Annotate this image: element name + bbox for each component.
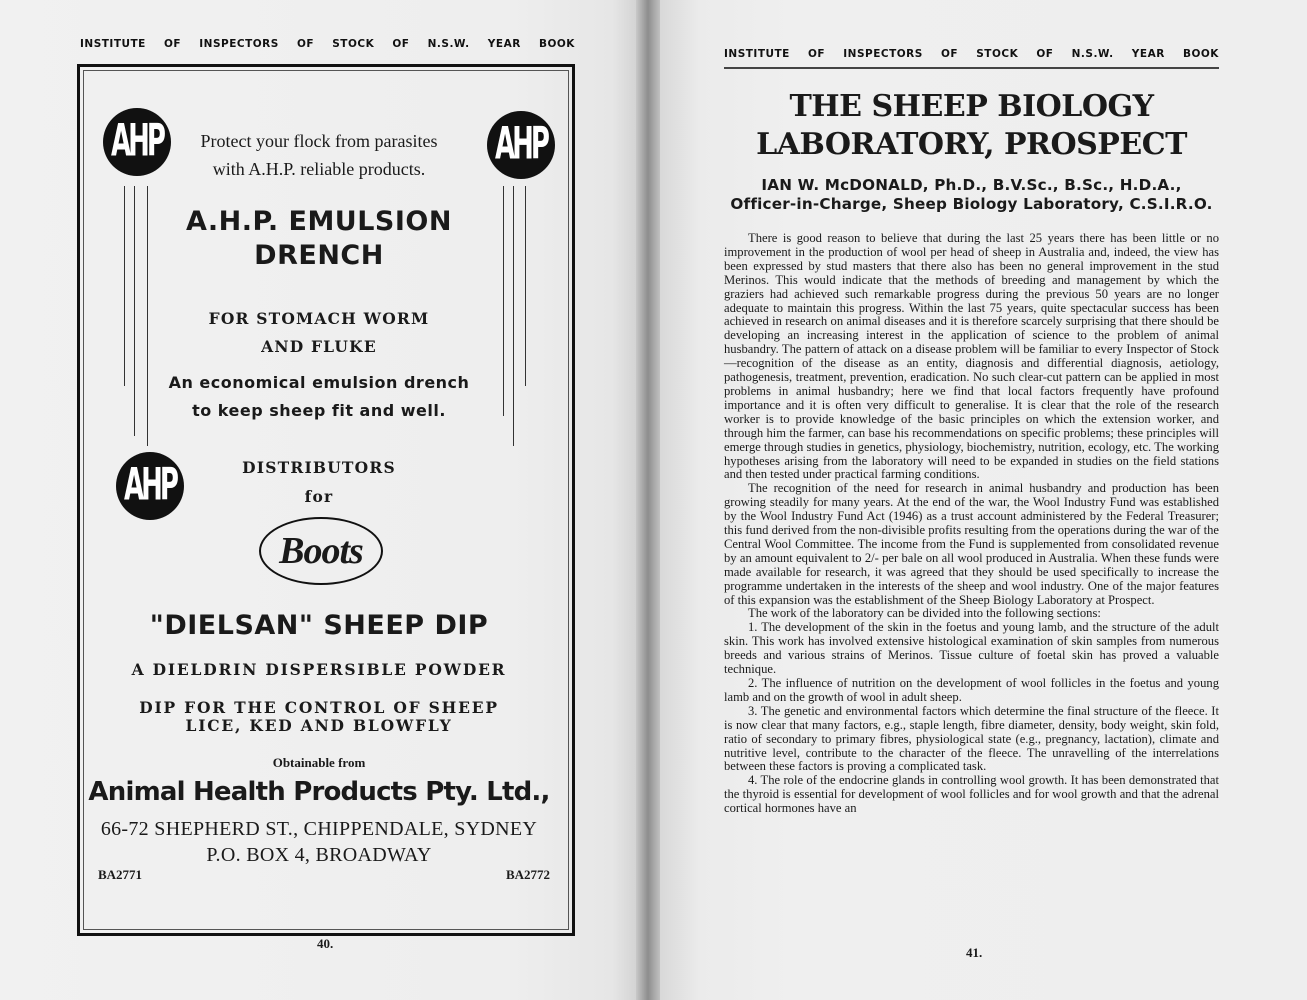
boots-logo-icon: Boots — [259, 517, 383, 585]
tagline-line: with A.H.P. reliable products. — [212, 159, 426, 179]
ahp-logo-icon: AHP — [103, 108, 171, 176]
article-byline — [724, 176, 1219, 214]
running-head-word: OF — [296, 38, 315, 50]
running-head-word: N.S.W. — [427, 38, 470, 50]
running-head-word: STOCK — [976, 48, 1019, 60]
page-number: 41. — [966, 945, 983, 960]
tagline-line: Protect your flock from parasites — [200, 131, 438, 151]
description-line: to keep sheep fit and well. — [192, 401, 446, 420]
use-line: AND FLUKE — [261, 337, 377, 356]
company-address — [0, 816, 638, 868]
product-line: A.H.P. EMULSION — [186, 206, 452, 237]
running-head-word: INSTITUTE — [80, 38, 146, 50]
product-use-dip — [0, 699, 638, 735]
paragraph: The work of the laboratory can be divided into the following sections: — [748, 606, 1101, 621]
paragraph: 4. The role of the endocrine glands in controlling wool growth. It has been demonstrated that the thyroid is essential for development of wool follicles and for wool growth and that the adrenal cortical hormones have an — [724, 773, 1219, 816]
title-line: THE SHEEP BIOLOGY — [789, 89, 1154, 124]
article-title — [724, 88, 1219, 164]
title-line: LABORATORY, PROSPECT — [756, 127, 1187, 162]
page-number: 40. — [317, 936, 334, 951]
running-head-word: BOOK — [538, 38, 575, 50]
running-head-word: STOCK — [332, 38, 375, 50]
phone-number-right: BA2772 — [506, 867, 551, 882]
ahp-logo-icon: AHP — [116, 452, 184, 520]
product-subtitle: A DIELDRIN DISPERSIBLE POWDER — [131, 660, 507, 679]
address-line: P.O. BOX 4, BROADWAY — [206, 844, 432, 866]
paragraph: 3. The genetic and environmental factors which determine the final structure of the fleece. It is now clear that many factors, e.g., staple length, fibre diameter, density, body weight, skin fold, ratio of secondary to primary fibres, physiological state (e.g., pregnancy, lactation), climate and nutritive level, contribute to the character of the fleece. The unravelling of the interrelations between these factors is proving a complicated task. — [724, 703, 1219, 774]
for-label: for — [304, 487, 334, 506]
right-page — [660, 0, 1307, 1000]
running-head-word: OF — [940, 48, 959, 60]
running-head-word: OF — [164, 38, 182, 50]
distributors-label: DISTRIBUTORS — [242, 458, 396, 477]
address-line: 66-72 SHEPHERD ST., CHIPPENDALE, SYDNEY — [100, 818, 538, 840]
product-name-dielsan: "DIELSAN" SHEEP DIP — [149, 610, 489, 641]
running-head-word: OF — [808, 48, 826, 60]
running-head-word: YEAR — [1131, 48, 1165, 60]
running-head — [80, 38, 575, 50]
running-head-word: OF — [392, 38, 410, 50]
running-head-word: YEAR — [487, 38, 521, 50]
running-head — [724, 48, 1219, 60]
product-description — [0, 369, 638, 425]
article-body — [724, 232, 1219, 816]
paragraph: There is good reason to believe that during the last 25 years there has been little or no improvement in the production of wool per head of sheep in Australia and, indeed, the view has been expressed by stud masters that there also has been no general improvement in the stud Merinos. This would indicate that the methods of breeding and management by which the graziers had achieved such remarkable progress during the previous 50 years are no longer adequate to maintain this progress. Within the last 75 years, quite spectacular success has been achieved in research on animal diseases and it is therefore scarcely surprising that there should be developing an increasing interest in the application of science to the problem of animal husbandry. The pattern of attack on a disease problem will be familiar to every Inspector of Stock—recognition of the disease as an entity, diagnosis and differential diagnosis, aetiology, pathogenesis, treatment, prevention, eradication. No such clear-cut pattern can be applied in most problems in animal husbandry; here we find that local factors frequently have profound importance and it is often very difficult to generalise. It is clear that the role of the research worker is to provide knowledge of the basic principles on which the extension worker, and through him the farmer, can base his recommendations on specific problems; these principles will emerge through studies in genetics, physiology, biochemistry, nutrition, ecology, etc. The working hypotheses arising from the laboratory will need to be expanded in studies on the field stations and then tested under practical farming conditions. — [724, 231, 1219, 482]
description-line: An economical emulsion drench — [168, 373, 470, 392]
running-head-word: INSPECTORS — [843, 48, 923, 60]
running-head-word: BOOK — [1182, 48, 1219, 60]
paragraph: 2. The influence of nutrition on the development of wool follicles in the foetus and young lamb and on the growth of wool in adult sheep. — [724, 676, 1219, 704]
ad-tagline — [0, 127, 638, 183]
header-rule — [724, 67, 1219, 69]
running-head-word: INSPECTORS — [199, 38, 279, 50]
use-line: LICE, KED AND BLOWFLY — [185, 716, 453, 735]
phone-number-left: BA2771 — [98, 867, 143, 882]
company-name: Animal Health Products Pty. Ltd., — [88, 777, 550, 807]
author-line: Officer-in-Charge, Sheep Biology Laboratory, C.S.I.R.O. — [730, 195, 1213, 213]
product-use — [0, 305, 638, 361]
obtainable-label: Obtainable from — [272, 755, 366, 770]
paragraph: 1. The development of the skin in the foetus and young lamb, and the structure of the adult skin. This work has involved extensive histological examination of skin samples from numerous breeds and various strains of Merinos. Tissue culture of foetal skin has proved a valuable technique. — [724, 620, 1219, 677]
product-line: DRENCH — [254, 240, 384, 271]
paragraph: The recognition of the need for research in animal husbandry and production has been growing steadily for many years. At the end of the war, the Wool Industry Fund was established by the Wool Industry Fund Act (1946) as a trust account administered by the Federal Treasurer; this fund derived from the non-divisible profits resulting from the operations during the war of the Central Wool Committee. The income from the Fund is supplemented from consolidated revenue by an amount equivalent to 2/- per bale on all wool produced in Australia. When these funds were made available for research, it was agreed that they should be used specifically to increase the programme undertaken in the interests of the sheep and wool industry. One of the major features of this expansion was the establishment of the Sheep Biology Laboratory at Prospect. — [724, 481, 1219, 607]
author-line: IAN W. McDONALD, Ph.D., B.V.Sc., B.Sc., H.D.A., — [761, 176, 1182, 194]
running-head-word: N.S.W. — [1071, 48, 1114, 60]
ahp-logo-icon: AHP — [487, 111, 555, 179]
left-page — [0, 0, 638, 1000]
product-name-drench — [0, 205, 638, 273]
running-head-word: OF — [1036, 48, 1054, 60]
running-head-word: INSTITUTE — [724, 48, 790, 60]
use-line: FOR STOMACH WORM — [208, 309, 430, 328]
use-line: DIP FOR THE CONTROL OF SHEEP — [139, 698, 499, 717]
